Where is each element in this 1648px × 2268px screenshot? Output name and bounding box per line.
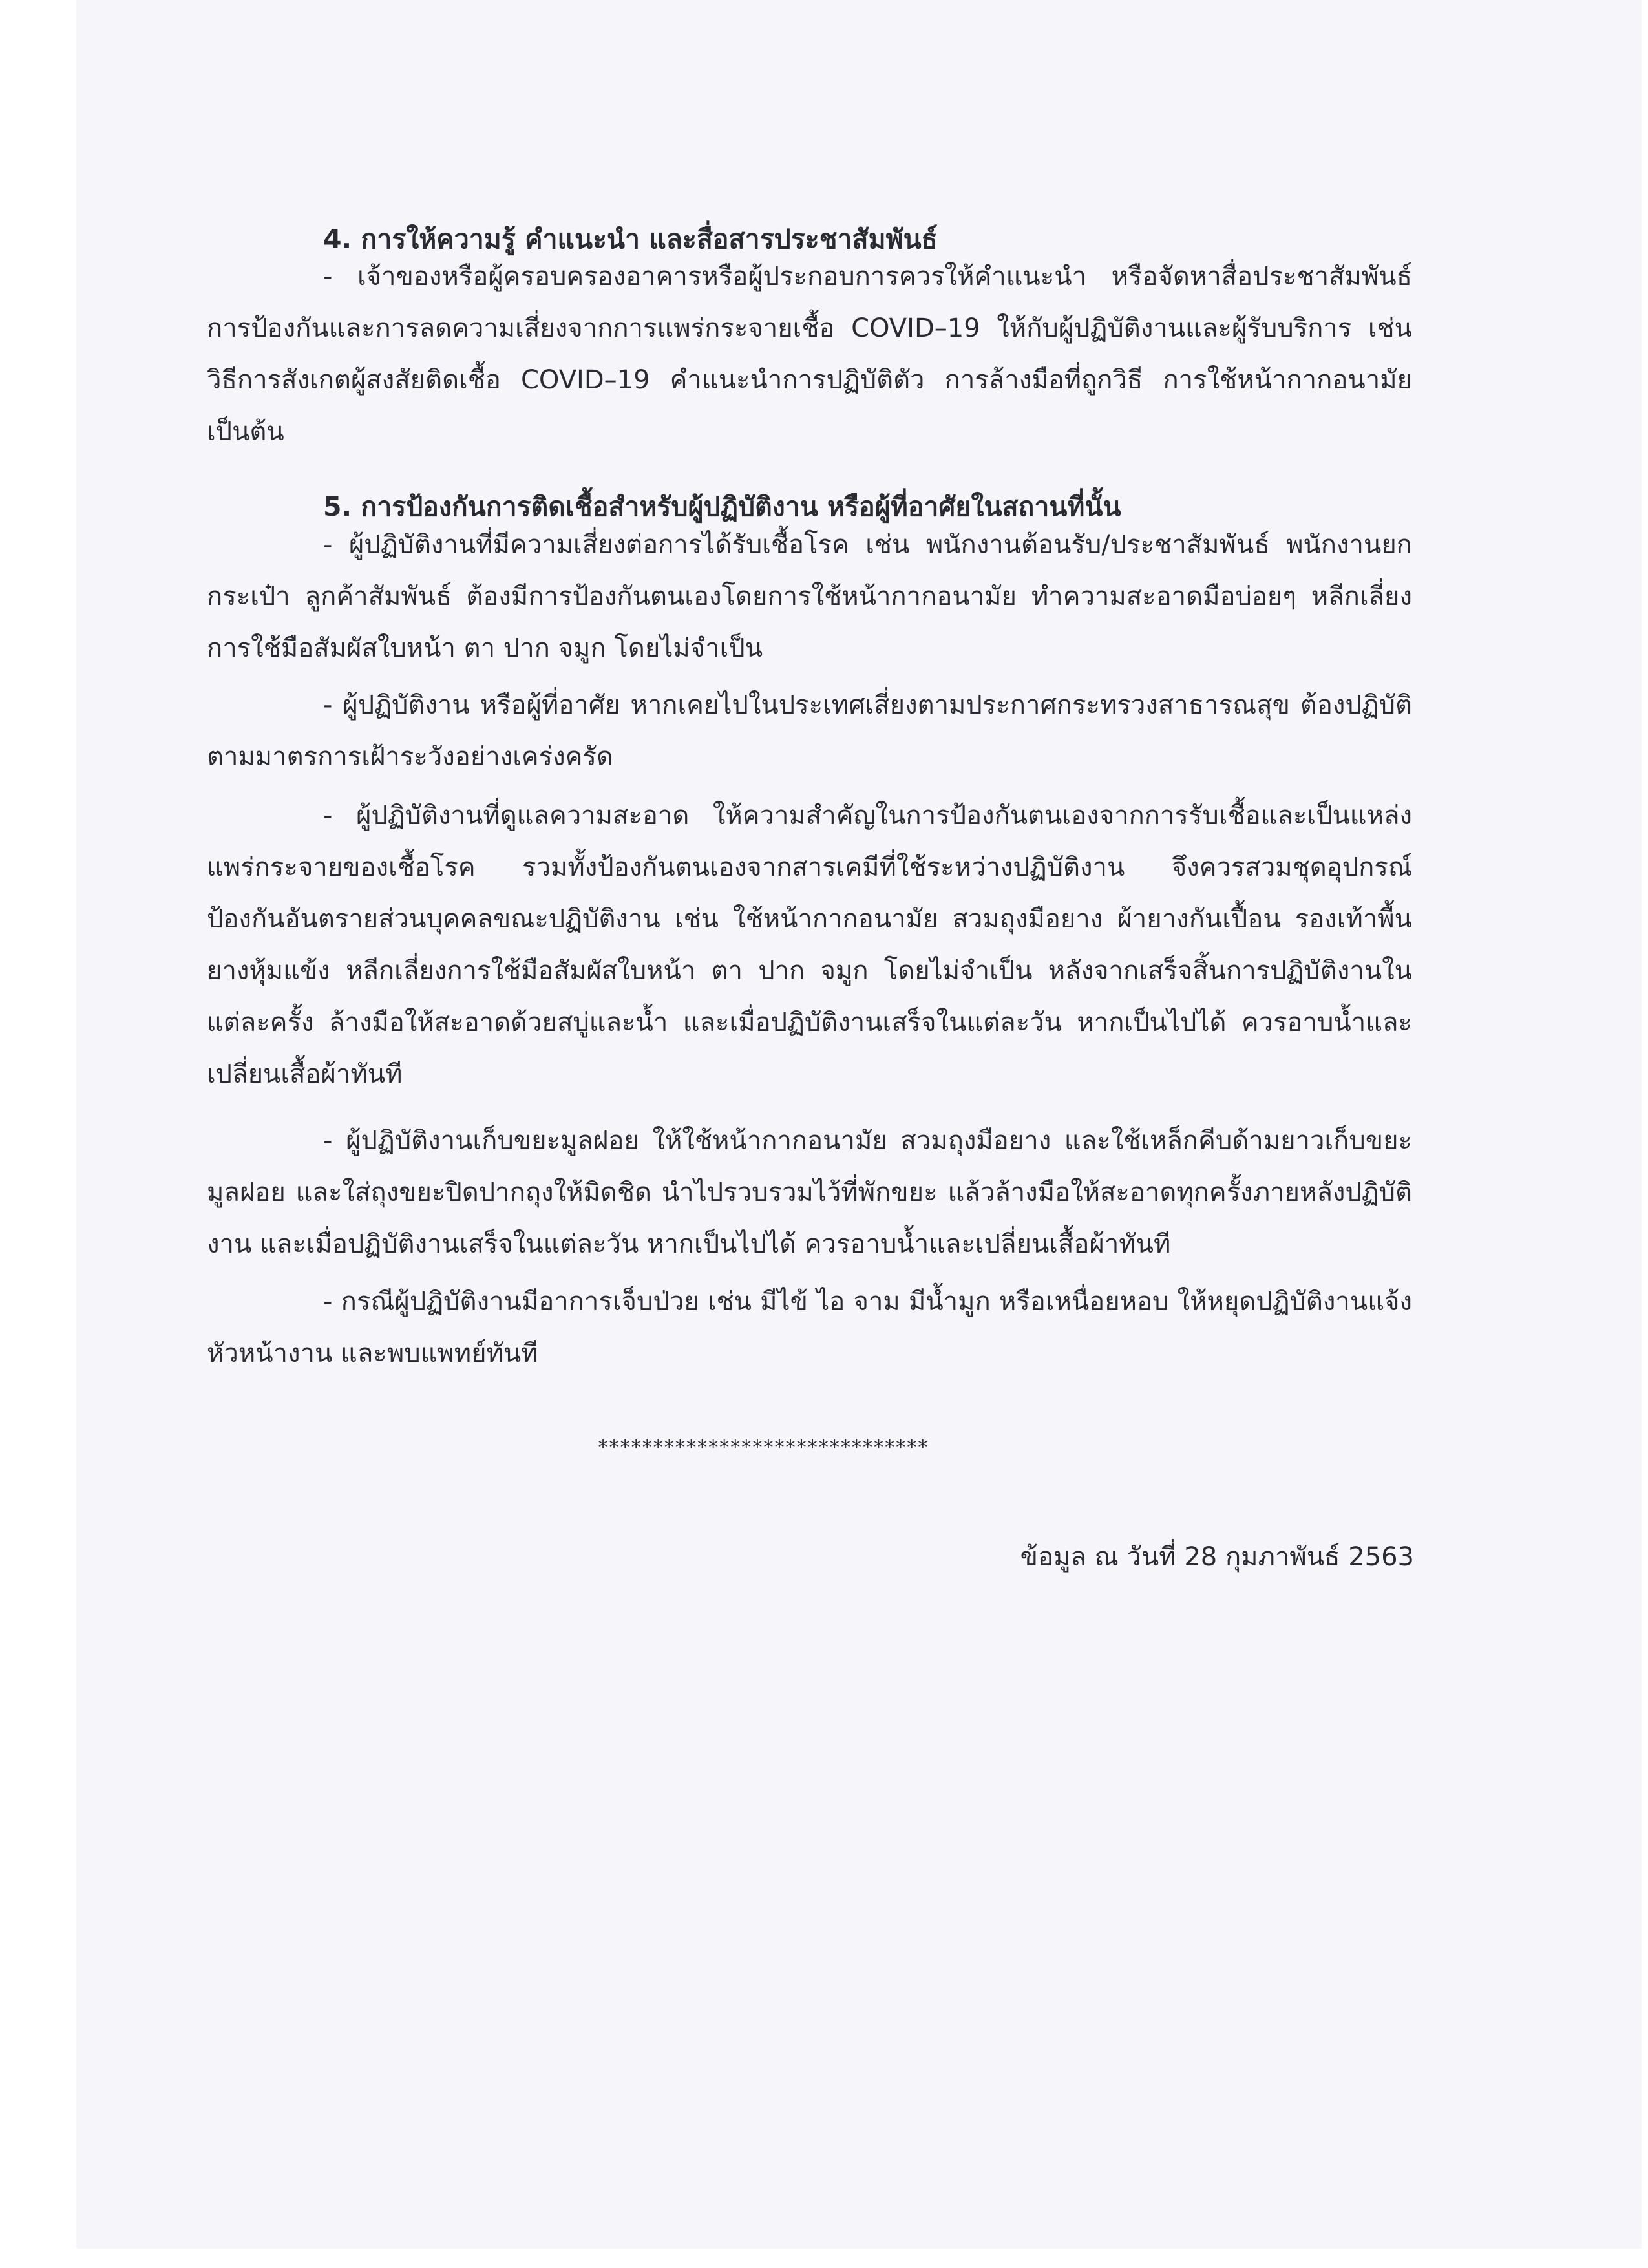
scan-margin-left — [0, 0, 76, 2268]
section-5-paragraph-3: - ผู้ปฏิบัติงานที่ดูแลความสะอาด ให้ความสำคัญในการป้องกันตนเองจากการรับเชื้อและเป็นแหล่งแพร่กระจายของเชื้อโรค รวมทั้งป้องกันตนเองจากสารเคมีที่ใช้ระหว่างปฏิบัติงาน จึงควรสวมชุดอุปกรณ์ป้องกันอันตรายส่วนบุคคลขณะปฏิบัติงาน เช่น ใช้หน้ากากอนามัย สวมถุงมือยาง ผ้ายางกันเปื้อน รองเท้าพื้นยางหุ้มแข้ง หลีกเลี่ยงการใช้มือสัมผัสใบหน้า ตา ปาก จมูก โดยไม่จำเป็น หลังจากเสร็จสิ้นการปฏิบัติงานในแต่ละครั้ง ล้างมือให้สะอาดด้วยสบู่และน้ำ และเมื่อปฏิบัติงานเสร็จในแต่ละวัน หากเป็นไปได้ ควรอาบน้ำและเปลี่ยนเสื้อผ้าทันที — [207, 801, 1412, 1089]
section-5-paragraph-2: - ผู้ปฏิบัติงาน หรือผู้ที่อาศัย หากเคยไปในประเทศเสี่ยงตามประกาศกระทรวงสาธารณสุข ต้องปฏิบัติตามมาตรการเฝ้าระวังอย่างเคร่งครัด — [207, 690, 1412, 772]
section-5-paragraph-5: - กรณีผู้ปฏิบัติงานมีอาการเจ็บป่วย เช่น มีไข้ ไอ จาม มีน้ำมูก หรือเหนื่อยหอบ ให้หยุดปฏิบัติงานแจ้งหัวหน้างาน และพบแพทย์ทันที — [207, 1287, 1412, 1368]
section-4-heading: 4. การให้ความรู้ คำแนะนำ และสื่อสารประชาสัมพันธ์ — [323, 224, 938, 255]
section-5-paragraph-1: - ผู้ปฏิบัติงานที่มีความเสี่ยงต่อการได้รับเชื้อโรค เช่น พนักงานต้อนรับ/ประชาสัมพันธ์ พนักงานยกกระเป๋า ลูกค้าสัมพันธ์ ต้องมีการป้องกันตนเองโดยการใช้หน้ากากอนามัย ทำความสะอาดมือบ่อยๆ หลีกเลี่ยงการใช้มือสัมผัสใบหน้า ตา ปาก จมูก โดยไม่จำเป็น — [207, 530, 1412, 663]
date-note: ข้อมูล ณ วันที่ 28 กุมภาพันธ์ 2563 — [1020, 1542, 1414, 1572]
scan-margin-bottom — [0, 2249, 1648, 2268]
section-4-paragraph-1: - เจ้าของหรือผู้ครอบครองอาคารหรือผู้ประกอบการควรให้คำแนะนำ หรือจัดหาสื่อประชาสัมพันธ์การป้องกันและการลดความเสี่ยงจากการแพร่กระจายเชื้อ COVID–19 ให้กับผู้ปฏิบัติงานและผู้รับบริการ เช่น วิธีการสังเกตผู้สงสัยติดเชื้อ COVID–19 คำแนะนำการปฏิบัติตัว การล้างมือที่ถูกวิธี การใช้หน้ากากอนามัย เป็นต้น — [207, 262, 1412, 447]
section-5-heading: 5. การป้องกันการติดเชื้อสำหรับผู้ปฏิบัติงาน หรือผู้ที่อาศัยในสถานที่นั้น — [323, 491, 1121, 522]
section-5-paragraph-4: - ผู้ปฏิบัติงานเก็บขยะมูลฝอย ให้ใช้หน้ากากอนามัย สวมถุงมือยาง และใช้เหล็กคีบด้ามยาวเก็บขยะมูลฝอย และใส่ถุงขยะปิดปากถุงให้มิดชิด นำไปรวบรวมไว้ที่พักขยะ แล้วล้างมือให้สะอาดทุกครั้งภายหลังปฏิบัติงาน และเมื่อปฏิบัติงานเสร็จในแต่ละวัน หากเป็นไปได้ ควรอาบน้ำและเปลี่ยนเสื้อผ้าทันที — [207, 1126, 1412, 1259]
asterisk-separator: ****************************** — [597, 1436, 928, 1459]
scan-margin-right — [1642, 0, 1648, 2268]
